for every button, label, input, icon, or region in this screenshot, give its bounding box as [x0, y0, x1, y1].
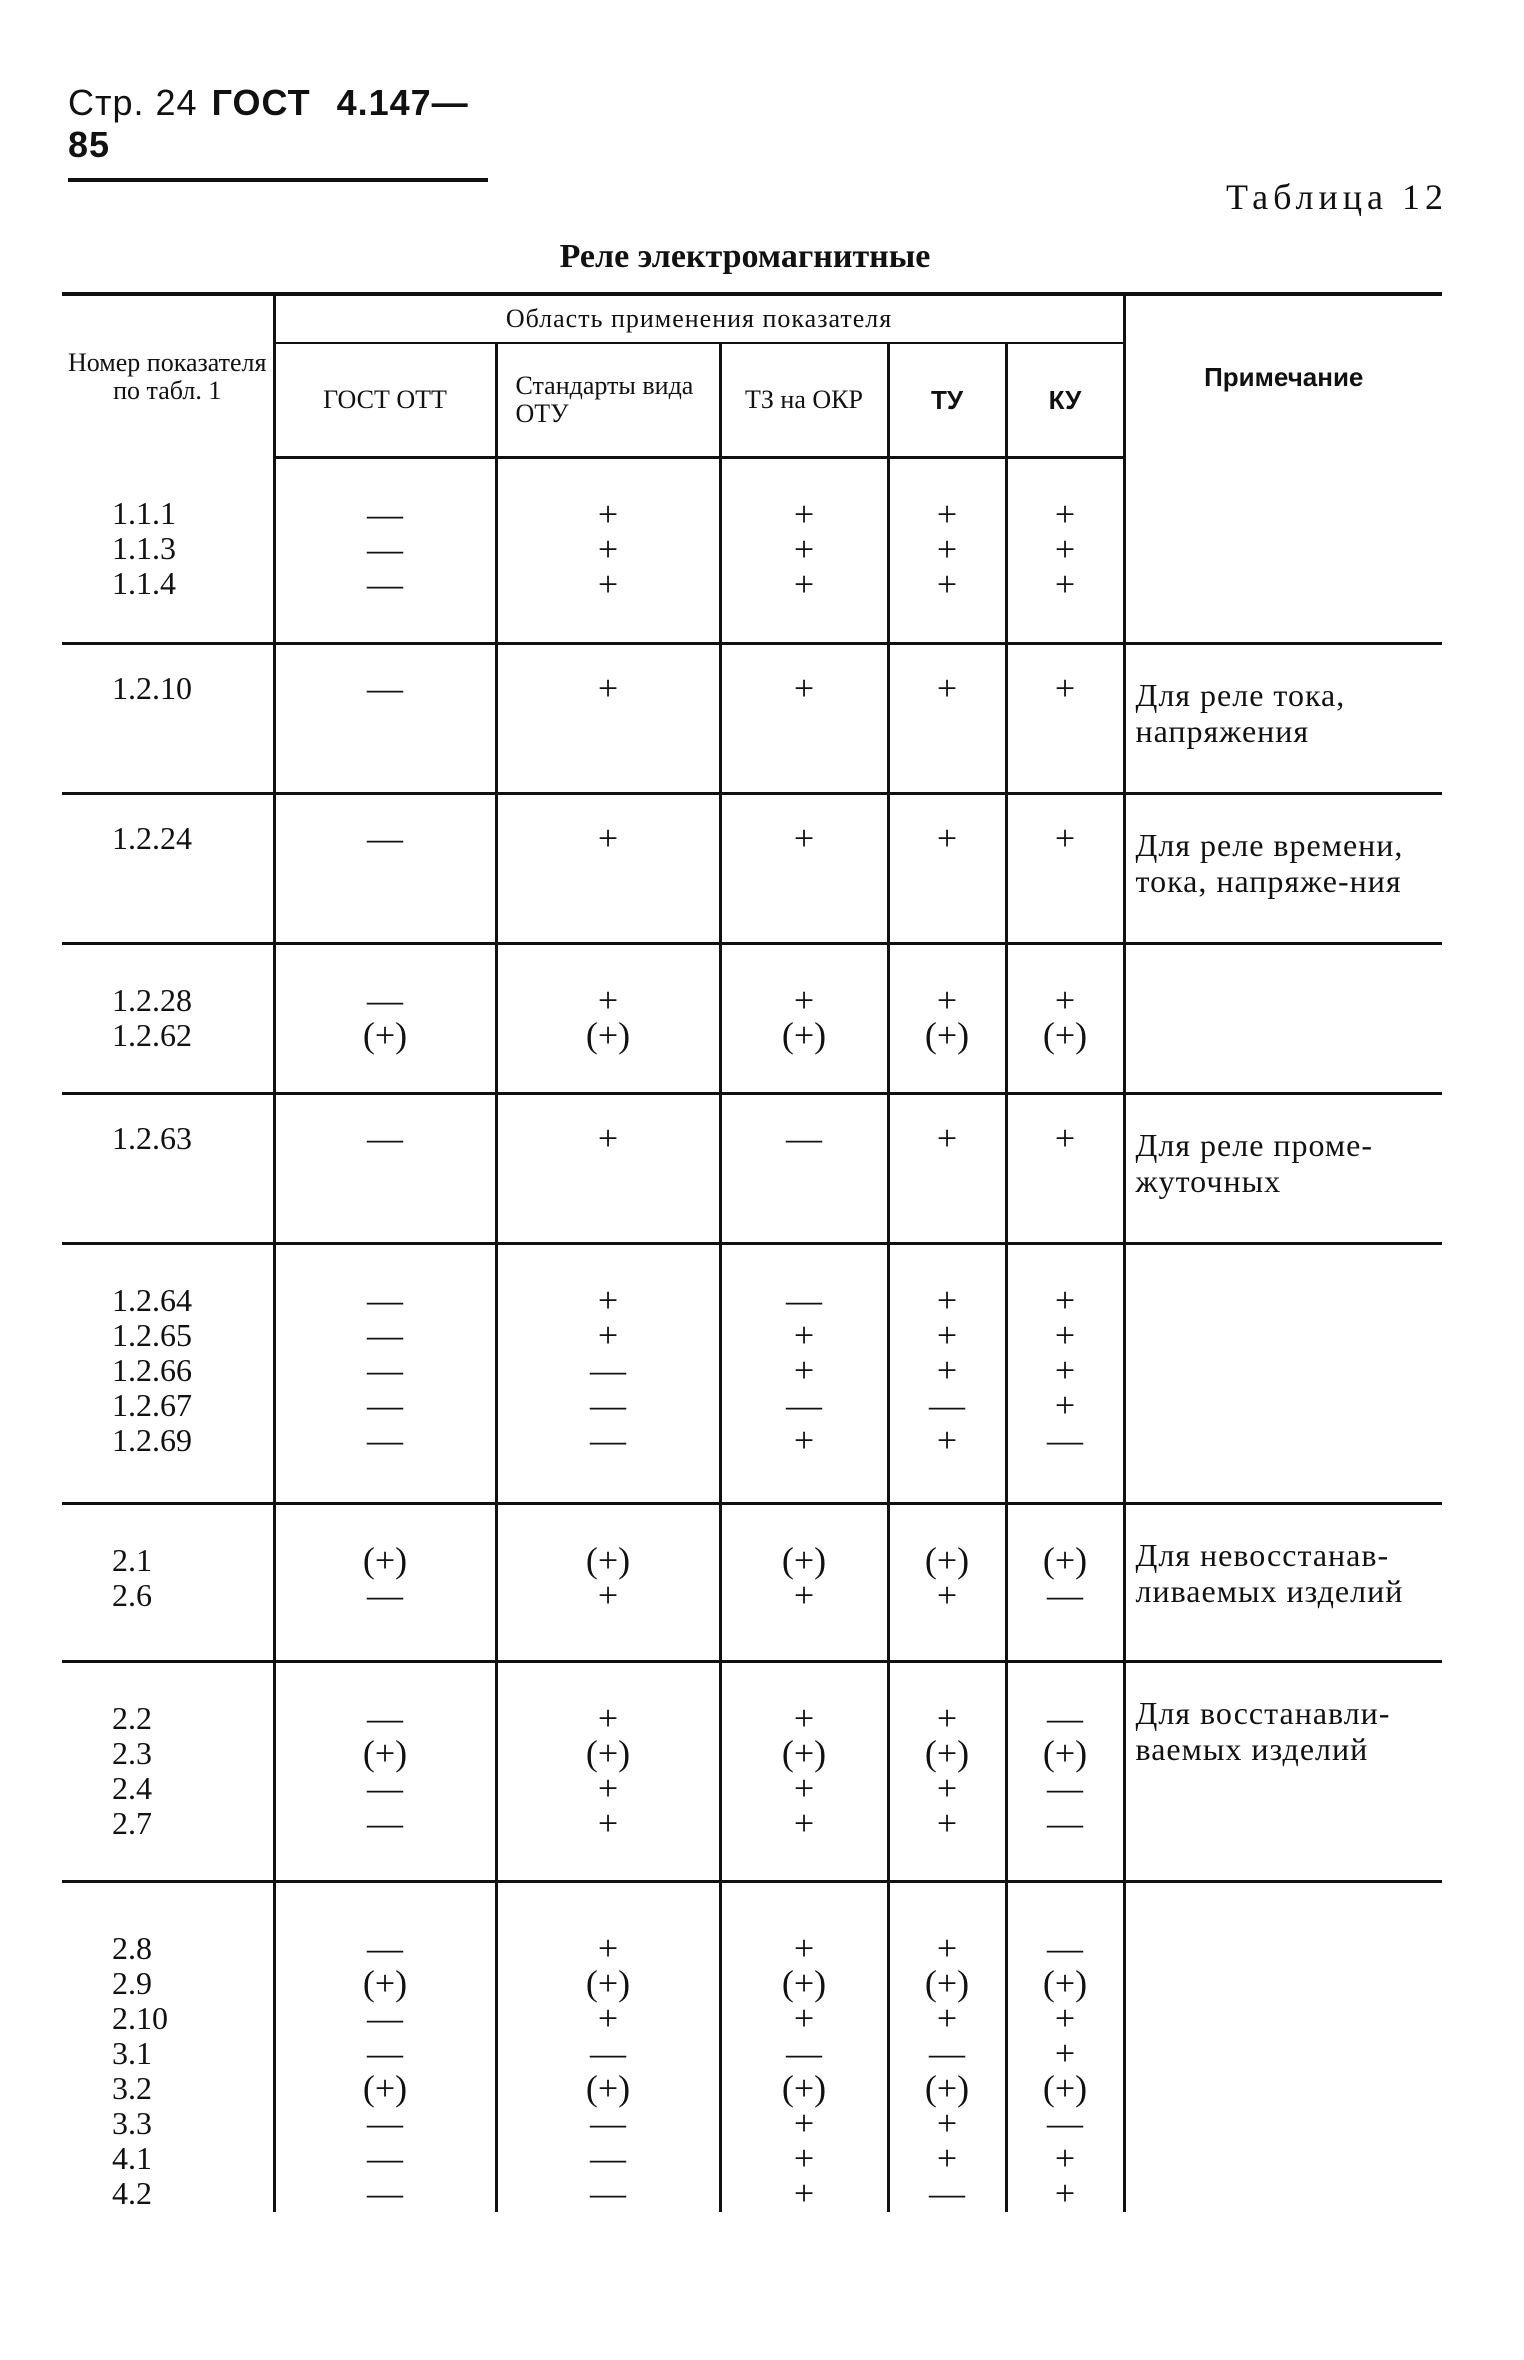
applicability-mark: +: [597, 1315, 619, 1355]
indicator-number-cell: [62, 1882, 274, 2212]
applicability-mark: +: [1054, 1385, 1076, 1425]
indicator-number: 2.3: [112, 1735, 152, 1771]
cell-std-otu: [496, 794, 720, 944]
applicability-mark: +: [597, 1998, 619, 2038]
applicability-mark: +: [936, 1768, 958, 1808]
note-text: [1126, 458, 1443, 508]
indicator-number-cell: [62, 1244, 274, 1504]
applicability-mark: +: [936, 818, 958, 858]
indicator-number: 1.2.67: [112, 1387, 192, 1423]
applicability-mark: (+): [781, 1540, 827, 1580]
applicability-mark: —: [1047, 2103, 1083, 2143]
cell-tu: [888, 1244, 1006, 1504]
applicability-mark: (+): [1042, 1963, 1088, 2003]
cell-std-otu: [496, 1094, 720, 1244]
applicability-mark: (+): [585, 1015, 631, 1055]
note-text: Для реле времени, тока, напряже-ния: [1135, 827, 1404, 899]
indicator-number: 1.2.24: [112, 820, 192, 856]
applicability-mark: —: [786, 2033, 822, 2073]
applicability-mark: —: [367, 818, 403, 858]
cell-ku: [1006, 1504, 1124, 1662]
applicability-mark: —: [367, 1998, 403, 2038]
applicability-mark: (+): [924, 2068, 970, 2108]
applicability-mark: —: [367, 2033, 403, 2073]
indicator-number: 1.1.3: [112, 529, 176, 566]
applicability-mark: +: [1054, 1998, 1076, 2038]
cell-ku: [1006, 644, 1124, 794]
cell-tz-okr: [720, 458, 888, 644]
applicability-mark: +: [793, 668, 815, 708]
cell-std-otu: [496, 1662, 720, 1882]
table-row: [62, 1094, 1442, 1244]
table-title: Реле электромагнитные: [559, 238, 931, 275]
note-text: [1126, 945, 1443, 995]
applicability-mark: —: [929, 2173, 965, 2213]
applicability-mark: (+): [924, 1963, 970, 2003]
applicability-mark: —: [367, 2173, 403, 2213]
table-row: [62, 644, 1442, 794]
cell-gost-ott: [274, 1504, 496, 1662]
applicability-mark: —: [367, 1315, 403, 1355]
applicability-mark: +: [597, 668, 619, 708]
col-header-ku: КУ: [1006, 343, 1124, 458]
applicability-mark: +: [793, 2103, 815, 2143]
cell-tz-okr: [720, 1244, 888, 1504]
applicability-mark: +: [1054, 529, 1076, 569]
col-header-tu: ТУ: [888, 343, 1006, 458]
applicability-mark: —: [786, 1385, 822, 1425]
cell-std-otu: [496, 944, 720, 1094]
applicability-mark: +: [793, 1768, 815, 1808]
applicability-mark: —: [367, 1420, 403, 1460]
indicator-number: 2.6: [112, 1577, 152, 1613]
note-cell: [1124, 1882, 1442, 2212]
applicability-mark: —: [367, 980, 403, 1020]
table-row: [62, 794, 1442, 944]
cell-tu: [888, 1094, 1006, 1244]
applicability-mark: +: [936, 1698, 958, 1738]
applicability-mark: (+): [362, 2068, 408, 2108]
indicator-number-cell: [62, 644, 274, 794]
cell-tz-okr: [720, 1094, 888, 1244]
cell-gost-ott: [274, 458, 496, 644]
col-header-tz-okr: ТЗ на ОКР: [720, 343, 888, 458]
applicability-mark: +: [793, 529, 815, 569]
applicability-mark: (+): [781, 1963, 827, 2003]
note-cell: [1124, 458, 1442, 644]
note-text: Для невосстанав-ливаемых изделий: [1135, 1537, 1404, 1609]
applicability-mark: +: [793, 980, 815, 1020]
cell-gost-ott: [274, 944, 496, 1094]
applicability-mark: (+): [362, 1963, 408, 2003]
cell-tu: [888, 1662, 1006, 1882]
applicability-mark: +: [597, 1280, 619, 1320]
applicability-mark: +: [597, 980, 619, 1020]
col-header-std-otu: Стандарты вида ОТУ: [496, 343, 720, 458]
note-cell: [1124, 794, 1442, 944]
applicability-mark: —: [1047, 1803, 1083, 1843]
applicability-mark: (+): [362, 1015, 408, 1055]
indicator-number: 2.10: [112, 2000, 168, 2036]
cell-std-otu: [496, 1882, 720, 2212]
indicator-number: 1.2.63: [112, 1120, 192, 1156]
indicator-number: 1.2.28: [112, 982, 192, 1018]
indicator-number: 3.3: [112, 2105, 152, 2141]
standard-name: ГОСТ: [211, 82, 311, 123]
indicator-number: 1.2.62: [112, 1017, 192, 1053]
cell-tz-okr: [720, 794, 888, 944]
col-header-gost-ott: ГОСТ ОТТ: [274, 343, 496, 458]
applicability-mark: —: [367, 1803, 403, 1843]
applicability-mark: +: [936, 1118, 958, 1158]
note-text: [1126, 1883, 1443, 1933]
note-text: Для восстанавли-ваемых изделий: [1135, 1695, 1391, 1767]
note-cell: [1124, 1244, 1442, 1504]
applicability-mark: —: [1047, 1420, 1083, 1460]
indicator-number: 1.2.69: [112, 1422, 192, 1458]
cell-std-otu: [496, 458, 720, 644]
cell-tu: [888, 644, 1006, 794]
cell-tz-okr: [720, 1504, 888, 1662]
applicability-mark: —: [1047, 1698, 1083, 1738]
cell-gost-ott: [274, 1662, 496, 1882]
indicator-number: 2.7: [112, 1805, 152, 1841]
applicability-mark: —: [367, 1928, 403, 1968]
cell-tu: [888, 794, 1006, 944]
applicability-mark: —: [1047, 1928, 1083, 1968]
indicator-number: 2.4: [112, 1770, 152, 1806]
indicator-number-cell: [62, 458, 274, 644]
cell-tu: [888, 944, 1006, 1094]
cell-tz-okr: [720, 1662, 888, 1882]
cell-tu: [888, 458, 1006, 644]
applicability-mark: +: [936, 1315, 958, 1355]
applicability-mark: +: [936, 1280, 958, 1320]
page-number: Стр. 24: [68, 82, 198, 123]
indicator-number: 1.2.10: [112, 670, 192, 706]
applicability-mark: +: [597, 818, 619, 858]
applicability-mark: +: [793, 1420, 815, 1460]
applicability-mark: +: [936, 1998, 958, 2038]
col-header-number: Номер показателя по табл. 1: [62, 294, 274, 458]
applicability-mark: —: [367, 494, 403, 534]
indicator-number: 2.1: [112, 1542, 152, 1578]
table-row: [62, 944, 1442, 1094]
table-row: [62, 1662, 1442, 1882]
applicability-mark: (+): [781, 2068, 827, 2108]
applicability-mark: +: [1054, 668, 1076, 708]
applicability-mark: +: [793, 564, 815, 604]
indicator-number-cell: [62, 1662, 274, 1882]
applicability-mark: +: [793, 1350, 815, 1390]
col-header-area-group: Область применения показателя: [274, 294, 1124, 343]
applicability-mark: —: [590, 2173, 626, 2213]
standard-number: 4.147—85: [68, 82, 469, 165]
applicability-mark: —: [367, 1385, 403, 1425]
indicator-number: 4.1: [112, 2140, 152, 2176]
cell-tz-okr: [720, 644, 888, 794]
note-text: Для реле проме-жуточных: [1135, 1127, 1374, 1199]
applicability-mark: —: [367, 2103, 403, 2143]
cell-gost-ott: [274, 794, 496, 944]
applicability-mark: +: [793, 818, 815, 858]
applicability-mark: +: [793, 494, 815, 534]
applicability-mark: +: [1054, 818, 1076, 858]
applicability-mark: —: [367, 2138, 403, 2178]
applicability-mark: +: [597, 529, 619, 569]
applicability-mark: +: [936, 564, 958, 604]
applicability-mark: +: [793, 1575, 815, 1615]
applicability-mark: +: [936, 1803, 958, 1843]
applicability-mark: +: [936, 1420, 958, 1460]
applicability-mark: +: [1054, 1315, 1076, 1355]
cell-ku: [1006, 1882, 1124, 2212]
cell-gost-ott: [274, 1244, 496, 1504]
applicability-mark: (+): [924, 1015, 970, 1055]
applicability-mark: +: [597, 1698, 619, 1738]
table-row: [62, 1244, 1442, 1504]
applicability-mark: +: [1054, 564, 1076, 604]
applicability-mark: +: [793, 1803, 815, 1843]
cell-tz-okr: [720, 1882, 888, 2212]
cell-ku: [1006, 1094, 1124, 1244]
applicability-mark: —: [367, 1118, 403, 1158]
applicability-mark: +: [1054, 1118, 1076, 1158]
applicability-mark: +: [936, 494, 958, 534]
applicability-mark: +: [1054, 2173, 1076, 2213]
cell-std-otu: [496, 1244, 720, 1504]
applicability-mark: +: [597, 1575, 619, 1615]
applicability-mark: (+): [1042, 1015, 1088, 1055]
indicator-number: 1.2.66: [112, 1352, 192, 1388]
table-label: Таблица 12: [1226, 177, 1448, 217]
applicability-mark: —: [367, 529, 403, 569]
cell-gost-ott: [274, 1094, 496, 1244]
cell-tz-okr: [720, 944, 888, 1094]
applicability-mark: +: [1054, 494, 1076, 534]
note-cell: [1124, 644, 1442, 794]
indicator-number: 2.8: [112, 1930, 152, 1966]
applicability-mark: —: [367, 668, 403, 708]
indicator-number: 1.1.1: [112, 494, 176, 531]
applicability-mark: —: [367, 1280, 403, 1320]
table-row: [62, 1504, 1442, 1662]
cell-tu: [888, 1504, 1006, 1662]
applicability-mark: (+): [1042, 1733, 1088, 1773]
cell-std-otu: [496, 1504, 720, 1662]
applicability-mark: —: [929, 1385, 965, 1425]
applicability-mark: +: [1054, 1280, 1076, 1320]
cell-ku: [1006, 1662, 1124, 1882]
indicator-number: 2.2: [112, 1700, 152, 1736]
page-header: [68, 82, 488, 182]
applicability-mark: (+): [362, 1540, 408, 1580]
indicator-number: 3.1: [112, 2035, 152, 2071]
table-body: [62, 458, 1442, 2212]
indicator-number-cell: [62, 794, 274, 944]
applicability-mark: —: [590, 2033, 626, 2073]
applicability-mark: (+): [781, 1733, 827, 1773]
applicability-mark: —: [786, 1280, 822, 1320]
applicability-mark: +: [793, 1998, 815, 2038]
cell-ku: [1006, 944, 1124, 1094]
note-cell: [1124, 944, 1442, 1094]
applicability-mark: —: [590, 2138, 626, 2178]
applicability-mark: +: [936, 1350, 958, 1390]
cell-gost-ott: [274, 1882, 496, 2212]
applicability-mark: (+): [1042, 1540, 1088, 1580]
cell-ku: [1006, 1244, 1124, 1504]
cell-std-otu: [496, 644, 720, 794]
indicator-number-cell: [62, 944, 274, 1094]
applicability-mark: +: [793, 1928, 815, 1968]
applicability-mark: +: [597, 564, 619, 604]
indicator-number-cell: [62, 1094, 274, 1244]
indicator-number: 3.2: [112, 2070, 152, 2106]
applicability-mark: (+): [924, 1540, 970, 1580]
applicability-mark: (+): [585, 2068, 631, 2108]
applicability-mark: —: [590, 1350, 626, 1390]
applicability-mark: +: [793, 2173, 815, 2213]
indicator-number: 1.2.64: [112, 1282, 192, 1318]
applicability-mark: +: [936, 668, 958, 708]
applicability-mark: (+): [585, 1540, 631, 1580]
indicator-number: 4.2: [112, 2175, 152, 2211]
applicability-mark: +: [793, 1698, 815, 1738]
applicability-mark: (+): [1042, 2068, 1088, 2108]
indicator-number: 1.2.65: [112, 1317, 192, 1353]
col-header-note: Примечание: [1124, 294, 1442, 458]
applicability-mark: +: [793, 2138, 815, 2178]
applicability-mark: —: [590, 2103, 626, 2143]
note-text: Для реле тока, напряжения: [1135, 677, 1346, 749]
indicator-number: 1.1.4: [112, 564, 176, 601]
note-cell: [1124, 1504, 1442, 1662]
note-text: [1126, 1245, 1443, 1295]
applicability-mark: —: [590, 1385, 626, 1425]
applicability-mark: +: [597, 494, 619, 534]
applicability-mark: +: [936, 980, 958, 1020]
cell-ku: [1006, 458, 1124, 644]
cell-tu: [888, 1882, 1006, 2212]
indicator-number-cell: [62, 1504, 274, 1662]
applicability-mark: (+): [585, 1733, 631, 1773]
applicability-mark: (+): [362, 1733, 408, 1773]
applicability-mark: +: [597, 1803, 619, 1843]
applicability-mark: +: [936, 529, 958, 569]
applicability-mark: +: [1054, 1350, 1076, 1390]
table-row: [62, 1882, 1442, 2212]
indicators-table: [62, 292, 1442, 2212]
applicability-mark: (+): [585, 1963, 631, 2003]
applicability-mark: (+): [924, 1733, 970, 1773]
applicability-mark: +: [793, 1315, 815, 1355]
applicability-mark: +: [936, 1928, 958, 1968]
applicability-mark: —: [367, 564, 403, 604]
note-cell: [1124, 1662, 1442, 1882]
cell-ku: [1006, 794, 1124, 944]
applicability-mark: —: [367, 1698, 403, 1738]
applicability-mark: +: [1054, 2033, 1076, 2073]
applicability-mark: +: [1054, 980, 1076, 1020]
applicability-mark: +: [597, 1768, 619, 1808]
note-cell: [1124, 1094, 1442, 1244]
applicability-mark: —: [929, 2033, 965, 2073]
table-row: [62, 458, 1442, 644]
applicability-mark: —: [1047, 1768, 1083, 1808]
applicability-mark: —: [590, 1420, 626, 1460]
applicability-mark: —: [367, 1350, 403, 1390]
applicability-mark: —: [786, 1118, 822, 1158]
cell-gost-ott: [274, 644, 496, 794]
applicability-mark: +: [936, 2138, 958, 2178]
applicability-mark: +: [936, 1575, 958, 1615]
applicability-mark: —: [1047, 1575, 1083, 1615]
applicability-mark: (+): [781, 1015, 827, 1055]
applicability-mark: +: [1054, 2138, 1076, 2178]
indicator-number: 2.9: [112, 1965, 152, 2001]
applicability-mark: —: [367, 1768, 403, 1808]
applicability-mark: —: [367, 1575, 403, 1615]
applicability-mark: +: [597, 1118, 619, 1158]
applicability-mark: +: [597, 1928, 619, 1968]
applicability-mark: +: [936, 2103, 958, 2143]
